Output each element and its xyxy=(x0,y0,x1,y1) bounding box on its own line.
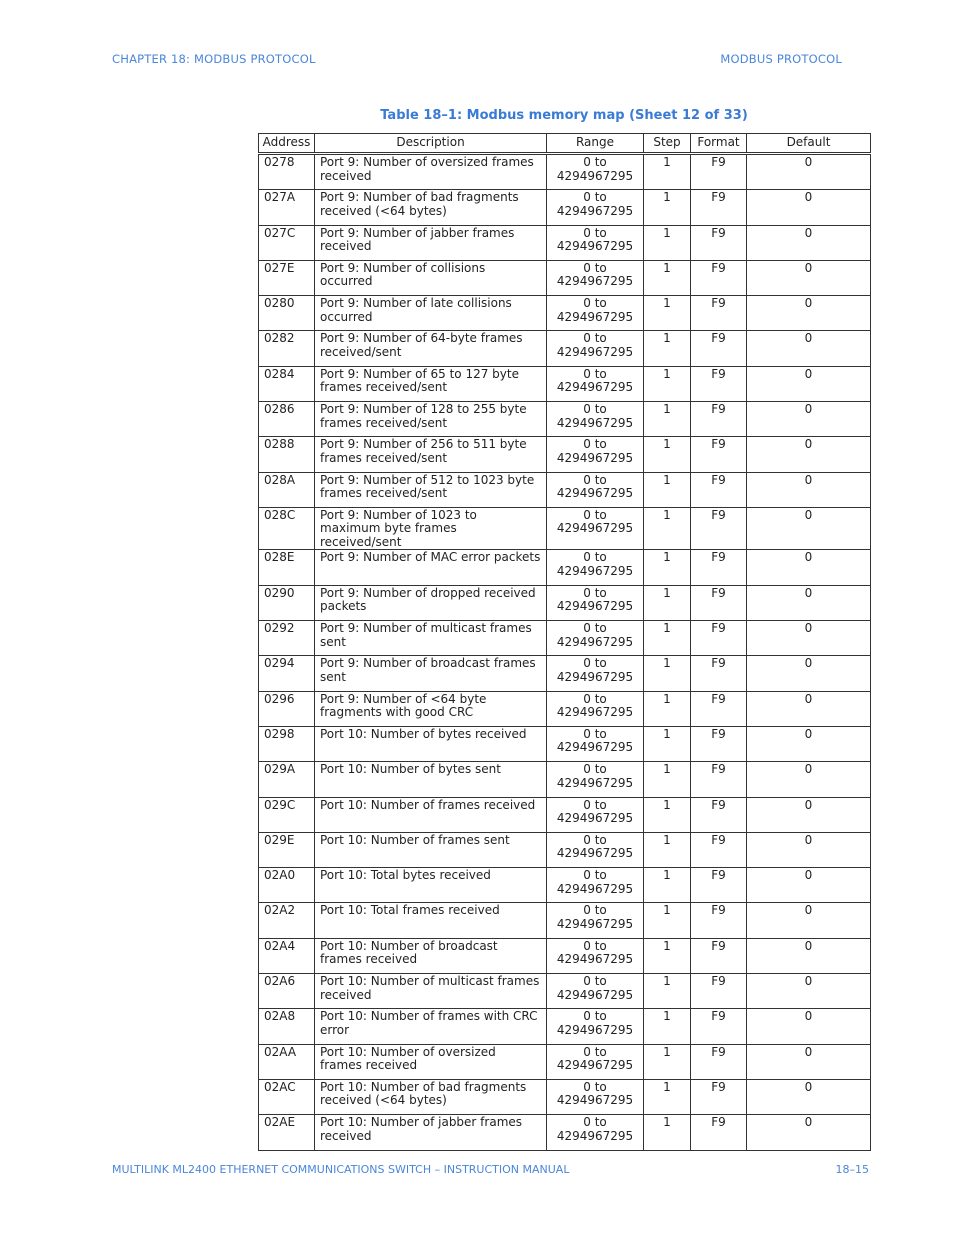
cell-default: 0 xyxy=(747,938,871,973)
cell-description: Port 10: Total bytes received xyxy=(315,868,547,903)
cell-description: Port 9: Number of 1023 to maximum byte frames received/sent xyxy=(315,507,547,550)
cell-address: 027C xyxy=(259,225,315,260)
cell-format: F9 xyxy=(691,1079,747,1114)
cell-address: 0280 xyxy=(259,296,315,331)
table-row xyxy=(259,507,871,550)
cell-default: 0 xyxy=(747,726,871,761)
cell-description: Port 9: Number of multicast frames sent xyxy=(315,621,547,656)
column-header-default: Default xyxy=(747,134,871,154)
cell-address: 02AC xyxy=(259,1079,315,1114)
cell-description: Port 10: Number of bytes received xyxy=(315,726,547,761)
cell-default: 0 xyxy=(747,296,871,331)
table-row xyxy=(259,797,871,832)
cell-default: 0 xyxy=(747,656,871,691)
cell-format: F9 xyxy=(691,585,747,620)
table-row xyxy=(259,331,871,366)
cell-step: 1 xyxy=(644,621,691,656)
cell-range: 0 to 4294967295 xyxy=(547,621,644,656)
cell-format: F9 xyxy=(691,656,747,691)
cell-default: 0 xyxy=(747,974,871,1009)
cell-step: 1 xyxy=(644,296,691,331)
cell-default: 0 xyxy=(747,225,871,260)
cell-address: 028A xyxy=(259,472,315,507)
cell-range: 0 to 4294967295 xyxy=(547,472,644,507)
cell-default: 0 xyxy=(747,550,871,585)
cell-description: Port 9: Number of jabber frames received xyxy=(315,225,547,260)
table-row xyxy=(259,762,871,797)
cell-description: Port 10: Number of broadcast frames received xyxy=(315,938,547,973)
cell-format: F9 xyxy=(691,726,747,761)
cell-step: 1 xyxy=(644,974,691,1009)
cell-range: 0 to 4294967295 xyxy=(547,296,644,331)
cell-default: 0 xyxy=(747,832,871,867)
cell-address: 0282 xyxy=(259,331,315,366)
cell-range: 0 to 4294967295 xyxy=(547,402,644,437)
column-header-format: Format xyxy=(691,134,747,154)
cell-address: 027A xyxy=(259,190,315,225)
cell-description: Port 10: Number of frames sent xyxy=(315,832,547,867)
cell-step: 1 xyxy=(644,1009,691,1044)
cell-range: 0 to 4294967295 xyxy=(547,1079,644,1114)
table-row xyxy=(259,585,871,620)
cell-step: 1 xyxy=(644,260,691,295)
cell-step: 1 xyxy=(644,832,691,867)
column-header-step: Step xyxy=(644,134,691,154)
cell-description: Port 10: Number of multicast frames received xyxy=(315,974,547,1009)
cell-description: Port 9: Number of MAC error packets xyxy=(315,550,547,585)
cell-address: 02AA xyxy=(259,1044,315,1079)
cell-range: 0 to 4294967295 xyxy=(547,1044,644,1079)
cell-range: 0 to 4294967295 xyxy=(547,903,644,938)
cell-range: 0 to 4294967295 xyxy=(547,762,644,797)
cell-address: 02A8 xyxy=(259,1009,315,1044)
table-row xyxy=(259,974,871,1009)
cell-default: 0 xyxy=(747,1009,871,1044)
cell-range: 0 to 4294967295 xyxy=(547,691,644,726)
cell-description: Port 9: Number of oversized frames received xyxy=(315,154,547,190)
cell-description: Port 9: Number of 128 to 255 byte frames received/sent xyxy=(315,402,547,437)
cell-format: F9 xyxy=(691,1009,747,1044)
cell-default: 0 xyxy=(747,1115,871,1150)
cell-address: 0286 xyxy=(259,402,315,437)
table-row xyxy=(259,1115,871,1150)
cell-range: 0 to 4294967295 xyxy=(547,366,644,401)
cell-format: F9 xyxy=(691,691,747,726)
table-row xyxy=(259,296,871,331)
cell-default: 0 xyxy=(747,903,871,938)
cell-address: 0288 xyxy=(259,437,315,472)
cell-description: Port 9: Number of 64-byte frames received/sent xyxy=(315,331,547,366)
cell-description: Port 9: Number of collisions occurred xyxy=(315,260,547,295)
cell-default: 0 xyxy=(747,1044,871,1079)
cell-format: F9 xyxy=(691,472,747,507)
cell-description: Port 9: Number of 512 to 1023 byte frames received/sent xyxy=(315,472,547,507)
table-row xyxy=(259,903,871,938)
cell-range: 0 to 4294967295 xyxy=(547,974,644,1009)
table-row xyxy=(259,1079,871,1114)
cell-step: 1 xyxy=(644,472,691,507)
cell-step: 1 xyxy=(644,1115,691,1150)
cell-default: 0 xyxy=(747,437,871,472)
cell-step: 1 xyxy=(644,762,691,797)
cell-format: F9 xyxy=(691,762,747,797)
cell-step: 1 xyxy=(644,225,691,260)
cell-address: 029E xyxy=(259,832,315,867)
cell-range: 0 to 4294967295 xyxy=(547,190,644,225)
cell-description: Port 9: Number of <64 byte fragments with good CRC xyxy=(315,691,547,726)
cell-step: 1 xyxy=(644,1079,691,1114)
cell-step: 1 xyxy=(644,1044,691,1079)
cell-default: 0 xyxy=(747,190,871,225)
cell-step: 1 xyxy=(644,797,691,832)
cell-step: 1 xyxy=(644,190,691,225)
cell-default: 0 xyxy=(747,621,871,656)
cell-description: Port 9: Number of bad fragments received (<64 bytes) xyxy=(315,190,547,225)
table-body xyxy=(259,154,871,1151)
cell-format: F9 xyxy=(691,260,747,295)
cell-step: 1 xyxy=(644,331,691,366)
cell-default: 0 xyxy=(747,402,871,437)
cell-range: 0 to 4294967295 xyxy=(547,225,644,260)
column-header-address: Address xyxy=(259,134,315,154)
table-row xyxy=(259,366,871,401)
cell-description: Port 9: Number of dropped received packets xyxy=(315,585,547,620)
cell-address: 0284 xyxy=(259,366,315,401)
cell-default: 0 xyxy=(747,691,871,726)
cell-description: Port 10: Number of bad fragments received (<64 bytes) xyxy=(315,1079,547,1114)
cell-description: Port 10: Number of bytes sent xyxy=(315,762,547,797)
cell-default: 0 xyxy=(747,868,871,903)
cell-range: 0 to 4294967295 xyxy=(547,797,644,832)
table-row xyxy=(259,868,871,903)
cell-address: 02AE xyxy=(259,1115,315,1150)
cell-address: 02A2 xyxy=(259,903,315,938)
cell-format: F9 xyxy=(691,938,747,973)
cell-default: 0 xyxy=(747,154,871,190)
chapter-header: CHAPTER 18: MODBUS PROTOCOL xyxy=(112,52,316,66)
cell-range: 0 to 4294967295 xyxy=(547,1009,644,1044)
cell-range: 0 to 4294967295 xyxy=(547,585,644,620)
cell-format: F9 xyxy=(691,903,747,938)
table-row xyxy=(259,656,871,691)
section-header: MODBUS PROTOCOL xyxy=(720,52,842,66)
cell-range: 0 to 4294967295 xyxy=(547,260,644,295)
cell-step: 1 xyxy=(644,550,691,585)
cell-step: 1 xyxy=(644,691,691,726)
cell-description: Port 10: Number of oversized frames received xyxy=(315,1044,547,1079)
cell-step: 1 xyxy=(644,656,691,691)
cell-description: Port 9: Number of late collisions occurred xyxy=(315,296,547,331)
cell-default: 0 xyxy=(747,366,871,401)
cell-format: F9 xyxy=(691,1044,747,1079)
cell-format: F9 xyxy=(691,507,747,550)
cell-default: 0 xyxy=(747,585,871,620)
cell-step: 1 xyxy=(644,903,691,938)
cell-default: 0 xyxy=(747,472,871,507)
cell-range: 0 to 4294967295 xyxy=(547,868,644,903)
column-header-range: Range xyxy=(547,134,644,154)
cell-step: 1 xyxy=(644,154,691,190)
cell-address: 029A xyxy=(259,762,315,797)
table-row xyxy=(259,550,871,585)
cell-step: 1 xyxy=(644,585,691,620)
cell-format: F9 xyxy=(691,296,747,331)
table-row xyxy=(259,691,871,726)
cell-format: F9 xyxy=(691,190,747,225)
table-header-row xyxy=(259,134,871,154)
table-row xyxy=(259,1044,871,1079)
manual-title-footer: MULTILINK ML2400 ETHERNET COMMUNICATIONS SWITCH – INSTRUCTION MANUAL xyxy=(112,1163,570,1176)
cell-description: Port 9: Number of 256 to 511 byte frames received/sent xyxy=(315,437,547,472)
modbus-memory-map-table xyxy=(258,133,871,1151)
table-row xyxy=(259,1009,871,1044)
column-header-description: Description xyxy=(315,134,547,154)
cell-description: Port 10: Number of frames with CRC error xyxy=(315,1009,547,1044)
cell-range: 0 to 4294967295 xyxy=(547,331,644,366)
cell-format: F9 xyxy=(691,331,747,366)
cell-step: 1 xyxy=(644,868,691,903)
cell-format: F9 xyxy=(691,1115,747,1150)
cell-range: 0 to 4294967295 xyxy=(547,726,644,761)
cell-default: 0 xyxy=(747,1079,871,1114)
cell-range: 0 to 4294967295 xyxy=(547,656,644,691)
cell-default: 0 xyxy=(747,762,871,797)
cell-address: 0296 xyxy=(259,691,315,726)
cell-range: 0 to 4294967295 xyxy=(547,507,644,550)
cell-address: 02A0 xyxy=(259,868,315,903)
cell-default: 0 xyxy=(747,260,871,295)
cell-address: 02A4 xyxy=(259,938,315,973)
cell-range: 0 to 4294967295 xyxy=(547,154,644,190)
cell-format: F9 xyxy=(691,366,747,401)
cell-range: 0 to 4294967295 xyxy=(547,1115,644,1150)
cell-description: Port 9: Number of 65 to 127 byte frames received/sent xyxy=(315,366,547,401)
cell-default: 0 xyxy=(747,331,871,366)
table-row xyxy=(259,260,871,295)
cell-format: F9 xyxy=(691,832,747,867)
table-row xyxy=(259,190,871,225)
table-caption: Table 18–1: Modbus memory map (Sheet 12 of 33) xyxy=(380,108,748,123)
table-row xyxy=(259,402,871,437)
cell-format: F9 xyxy=(691,154,747,190)
cell-format: F9 xyxy=(691,402,747,437)
cell-step: 1 xyxy=(644,726,691,761)
cell-address: 0290 xyxy=(259,585,315,620)
cell-format: F9 xyxy=(691,974,747,1009)
table-row xyxy=(259,621,871,656)
cell-range: 0 to 4294967295 xyxy=(547,550,644,585)
cell-description: Port 10: Number of jabber frames received xyxy=(315,1115,547,1150)
table-row xyxy=(259,832,871,867)
table-row xyxy=(259,938,871,973)
cell-format: F9 xyxy=(691,797,747,832)
table-row xyxy=(259,437,871,472)
cell-address: 0294 xyxy=(259,656,315,691)
table-row xyxy=(259,154,871,190)
cell-range: 0 to 4294967295 xyxy=(547,437,644,472)
cell-description: Port 9: Number of broadcast frames sent xyxy=(315,656,547,691)
table-row xyxy=(259,726,871,761)
cell-step: 1 xyxy=(644,437,691,472)
cell-description: Port 10: Number of frames received xyxy=(315,797,547,832)
cell-step: 1 xyxy=(644,507,691,550)
cell-format: F9 xyxy=(691,437,747,472)
cell-step: 1 xyxy=(644,402,691,437)
cell-address: 028C xyxy=(259,507,315,550)
cell-description: Port 10: Total frames received xyxy=(315,903,547,938)
cell-default: 0 xyxy=(747,507,871,550)
cell-format: F9 xyxy=(691,868,747,903)
cell-range: 0 to 4294967295 xyxy=(547,832,644,867)
cell-address: 0298 xyxy=(259,726,315,761)
cell-range: 0 to 4294967295 xyxy=(547,938,644,973)
cell-address: 0278 xyxy=(259,154,315,190)
cell-default: 0 xyxy=(747,797,871,832)
cell-address: 027E xyxy=(259,260,315,295)
cell-address: 029C xyxy=(259,797,315,832)
table-row xyxy=(259,225,871,260)
cell-format: F9 xyxy=(691,550,747,585)
cell-address: 0292 xyxy=(259,621,315,656)
page-number: 18–15 xyxy=(835,1163,869,1176)
table-row xyxy=(259,472,871,507)
cell-address: 02A6 xyxy=(259,974,315,1009)
cell-step: 1 xyxy=(644,366,691,401)
cell-step: 1 xyxy=(644,938,691,973)
cell-address: 028E xyxy=(259,550,315,585)
cell-format: F9 xyxy=(691,621,747,656)
cell-format: F9 xyxy=(691,225,747,260)
